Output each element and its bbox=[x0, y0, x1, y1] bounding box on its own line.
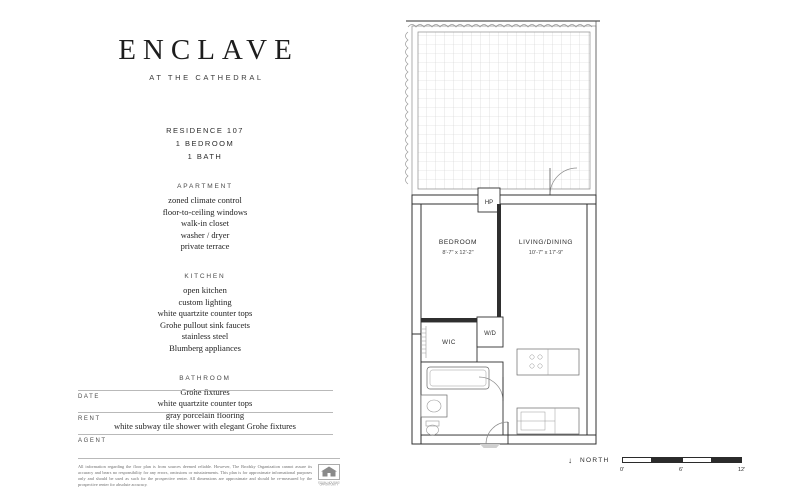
form-fields bbox=[78, 390, 333, 456]
svg-text:WIC: WIC bbox=[442, 339, 456, 346]
spec-group-apartment bbox=[60, 183, 350, 253]
svg-text:EQUAL HOUSING: EQUAL HOUSING bbox=[318, 481, 340, 485]
floor-plan-drawing bbox=[400, 18, 770, 448]
disclaimer-text: All information regarding the floor plan is from sources deemed reliable. However, The Brodsky Organization cannot assure its accuracy and bears no responsibility for any errors, omissions or misstatements. This plan is for approximate informational purposes only and should be used as such for the prospective renter. All dimensions are approximate and should be re-measured by the prospective renter for absolute accuracy. bbox=[78, 464, 312, 487]
spec-item: floor-to-ceiling windows bbox=[162, 206, 248, 217]
spec-item: Grohe pullout sink faucets bbox=[160, 319, 250, 330]
svg-text:OPPORTUNITY: OPPORTUNITY bbox=[319, 483, 339, 486]
svg-text:BEDROOM: BEDROOM bbox=[438, 239, 478, 246]
scale-tick-0: 0' bbox=[620, 467, 625, 473]
equal-housing-opportunity-icon bbox=[318, 464, 340, 486]
svg-text:W/D: W/D bbox=[484, 331, 496, 337]
spec-title: KITCHEN bbox=[184, 272, 226, 280]
svg-text:LIVING/DINING: LIVING/DINING bbox=[518, 239, 574, 246]
spec-item: washer / dryer bbox=[180, 229, 230, 240]
residence-number: RESIDENCE 107 bbox=[166, 126, 244, 135]
disclaimer-block bbox=[78, 458, 340, 488]
spec-title: APARTMENT bbox=[177, 183, 233, 190]
scale-tick-2: 12' bbox=[738, 467, 746, 473]
field-date[interactable]: DATE bbox=[78, 390, 333, 400]
brand-block bbox=[60, 34, 350, 82]
spec-title: BATHROOM bbox=[179, 374, 231, 382]
spec-item: Blumberg appliances bbox=[169, 342, 241, 353]
svg-text:8'-7" x 12'-2": 8'-7" x 12'-2" bbox=[442, 250, 474, 256]
spec-item: white subway tile shower with elegant Grohe fixtures bbox=[114, 421, 296, 432]
spec-item: Grohe fixtures bbox=[180, 386, 230, 397]
brand-name: ENCLAVE bbox=[118, 34, 299, 66]
scale-bar bbox=[620, 457, 746, 473]
spec-item: zoned climate control bbox=[168, 195, 242, 205]
residence-baths: 1 BATH bbox=[187, 152, 223, 161]
svg-text:HP: HP bbox=[484, 200, 494, 206]
spec-item: gray porcelain flooring bbox=[165, 409, 245, 420]
info-column bbox=[60, 20, 350, 487]
brand-subtitle: AT THE CATHEDRAL bbox=[149, 73, 264, 82]
spec-group-kitchen bbox=[60, 273, 350, 355]
spec-item: white quartzite counter tops bbox=[157, 308, 253, 319]
compass-and-scale bbox=[566, 455, 746, 485]
spec-item: private terrace bbox=[180, 241, 230, 252]
spec-item: walk-in closet bbox=[181, 218, 229, 229]
residence-bedrooms: 1 BEDROOM bbox=[175, 139, 235, 148]
field-rent[interactable]: RENT bbox=[78, 412, 333, 422]
spec-item: open kitchen bbox=[183, 284, 227, 295]
svg-text:10'-7" x 17'-9": 10'-7" x 17'-9" bbox=[528, 250, 564, 256]
field-agent[interactable]: AGENT bbox=[78, 434, 333, 444]
scale-tick-1: 6' bbox=[679, 467, 684, 473]
north-label: NORTH bbox=[580, 457, 610, 464]
residence-block bbox=[60, 124, 350, 163]
north-arrow-icon: ↓ bbox=[568, 456, 572, 465]
spec-item: white quartzite counter tops bbox=[157, 398, 253, 409]
spec-item: stainless steel bbox=[181, 331, 229, 342]
spec-item: custom lighting bbox=[178, 296, 232, 307]
